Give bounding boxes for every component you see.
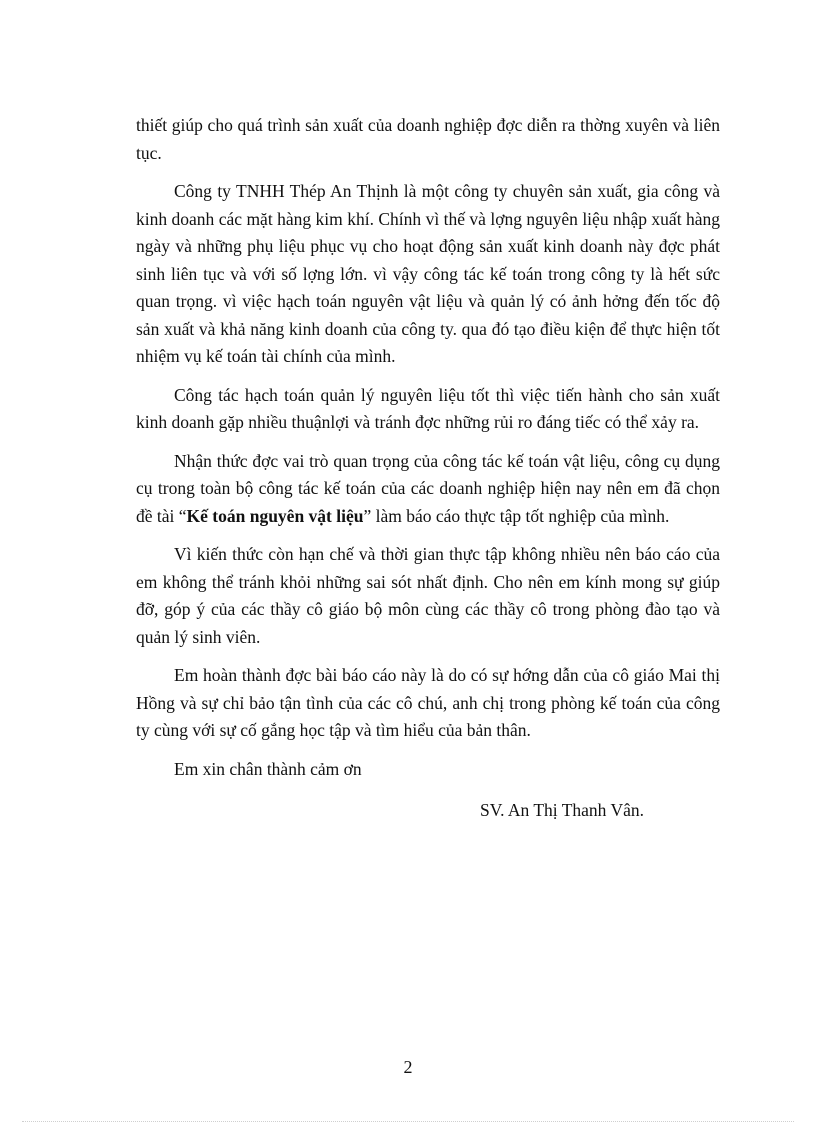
paragraph-limitations: Vì kiến thức còn hạn chế và thời gian thực tập không nhiều nên báo cáo của em không thể tránh khỏi những sai sót nhất định. Cho nên em kính mong sự giúp đỡ, góp ý của các thầy cô giáo bộ môn cùng các thầy cô trong phòng đào tạo và quản lý sinh viên. [136,544,720,647]
paragraph-topic-choice [136,448,720,531]
page-bottom-divider [22,1121,794,1122]
paragraph-continuation: thiết giúp cho quá trình sản xuất của doanh nghiệp đợc diễn ra thờng xuyên và liên tục. [136,115,720,163]
paragraph-thanks: Em xin chân thành cảm ơn [174,758,362,779]
paragraph-accounting-management: Công tác hạch toán quản lý nguyên liệu tốt thì việc tiến hành cho sản xuất kinh doanh gặp nhiều thuậnlợi và tránh đợc những rủi ro đáng tiếc có thể xảy ra. [136,384,720,432]
paragraph-acknowledgement: Em hoàn thành đợc bài báo cáo này là do có sự hớng dẫn của cô giáo Mai thị Hồng và sự chỉ bảo tận tình của các cô chú, anh chị trong phòng kế toán của công ty cùng với sự cố gắng học tập và tìm hiểu của bản thân. [136,665,720,740]
topic-title: Kế toán nguyên vật liệu [186,505,364,526]
signature: SV. An Thị Thanh Vân. [480,800,645,820]
topic-closing-text: ” làm báo cáo thực tập tốt nghiệp của mình. [363,505,670,526]
topic-intro-text: Nhận thức đợc vai trò quan trọng của công tác kế toán vật liệu, công cụ dụng cụ trong toàn bộ công tác kế toán của các doanh nghiệp hiện nay nên em đã chọn đề tài “ [136,450,720,526]
page-number: 2 [403,1057,413,1077]
document-body [136,112,720,825]
paragraph-company-intro: Công ty TNHH Thép An Thịnh là một công ty chuyên sản xuất, gia công và kinh doanh các mặt hàng kim khí. Chính vì thế và lợng nguyên liệu nhập xuất hàng ngày và những phụ liệu phục vụ cho hoạt động sản xuất kinh doanh này đợc phát sinh liên tục và với số lợng lớn. vì vậy công tác kế toán trong công ty là hết sức quan trọng. vì việc hạch toán nguyên vật liệu và quản lý có ảnh hởng đến tốc độ sản xuất và khả năng kinh doanh của công ty. qua đó tạo điều kiện để thực hiện tốt nhiệm vụ kế toán tài chính của mình. [136,181,720,366]
